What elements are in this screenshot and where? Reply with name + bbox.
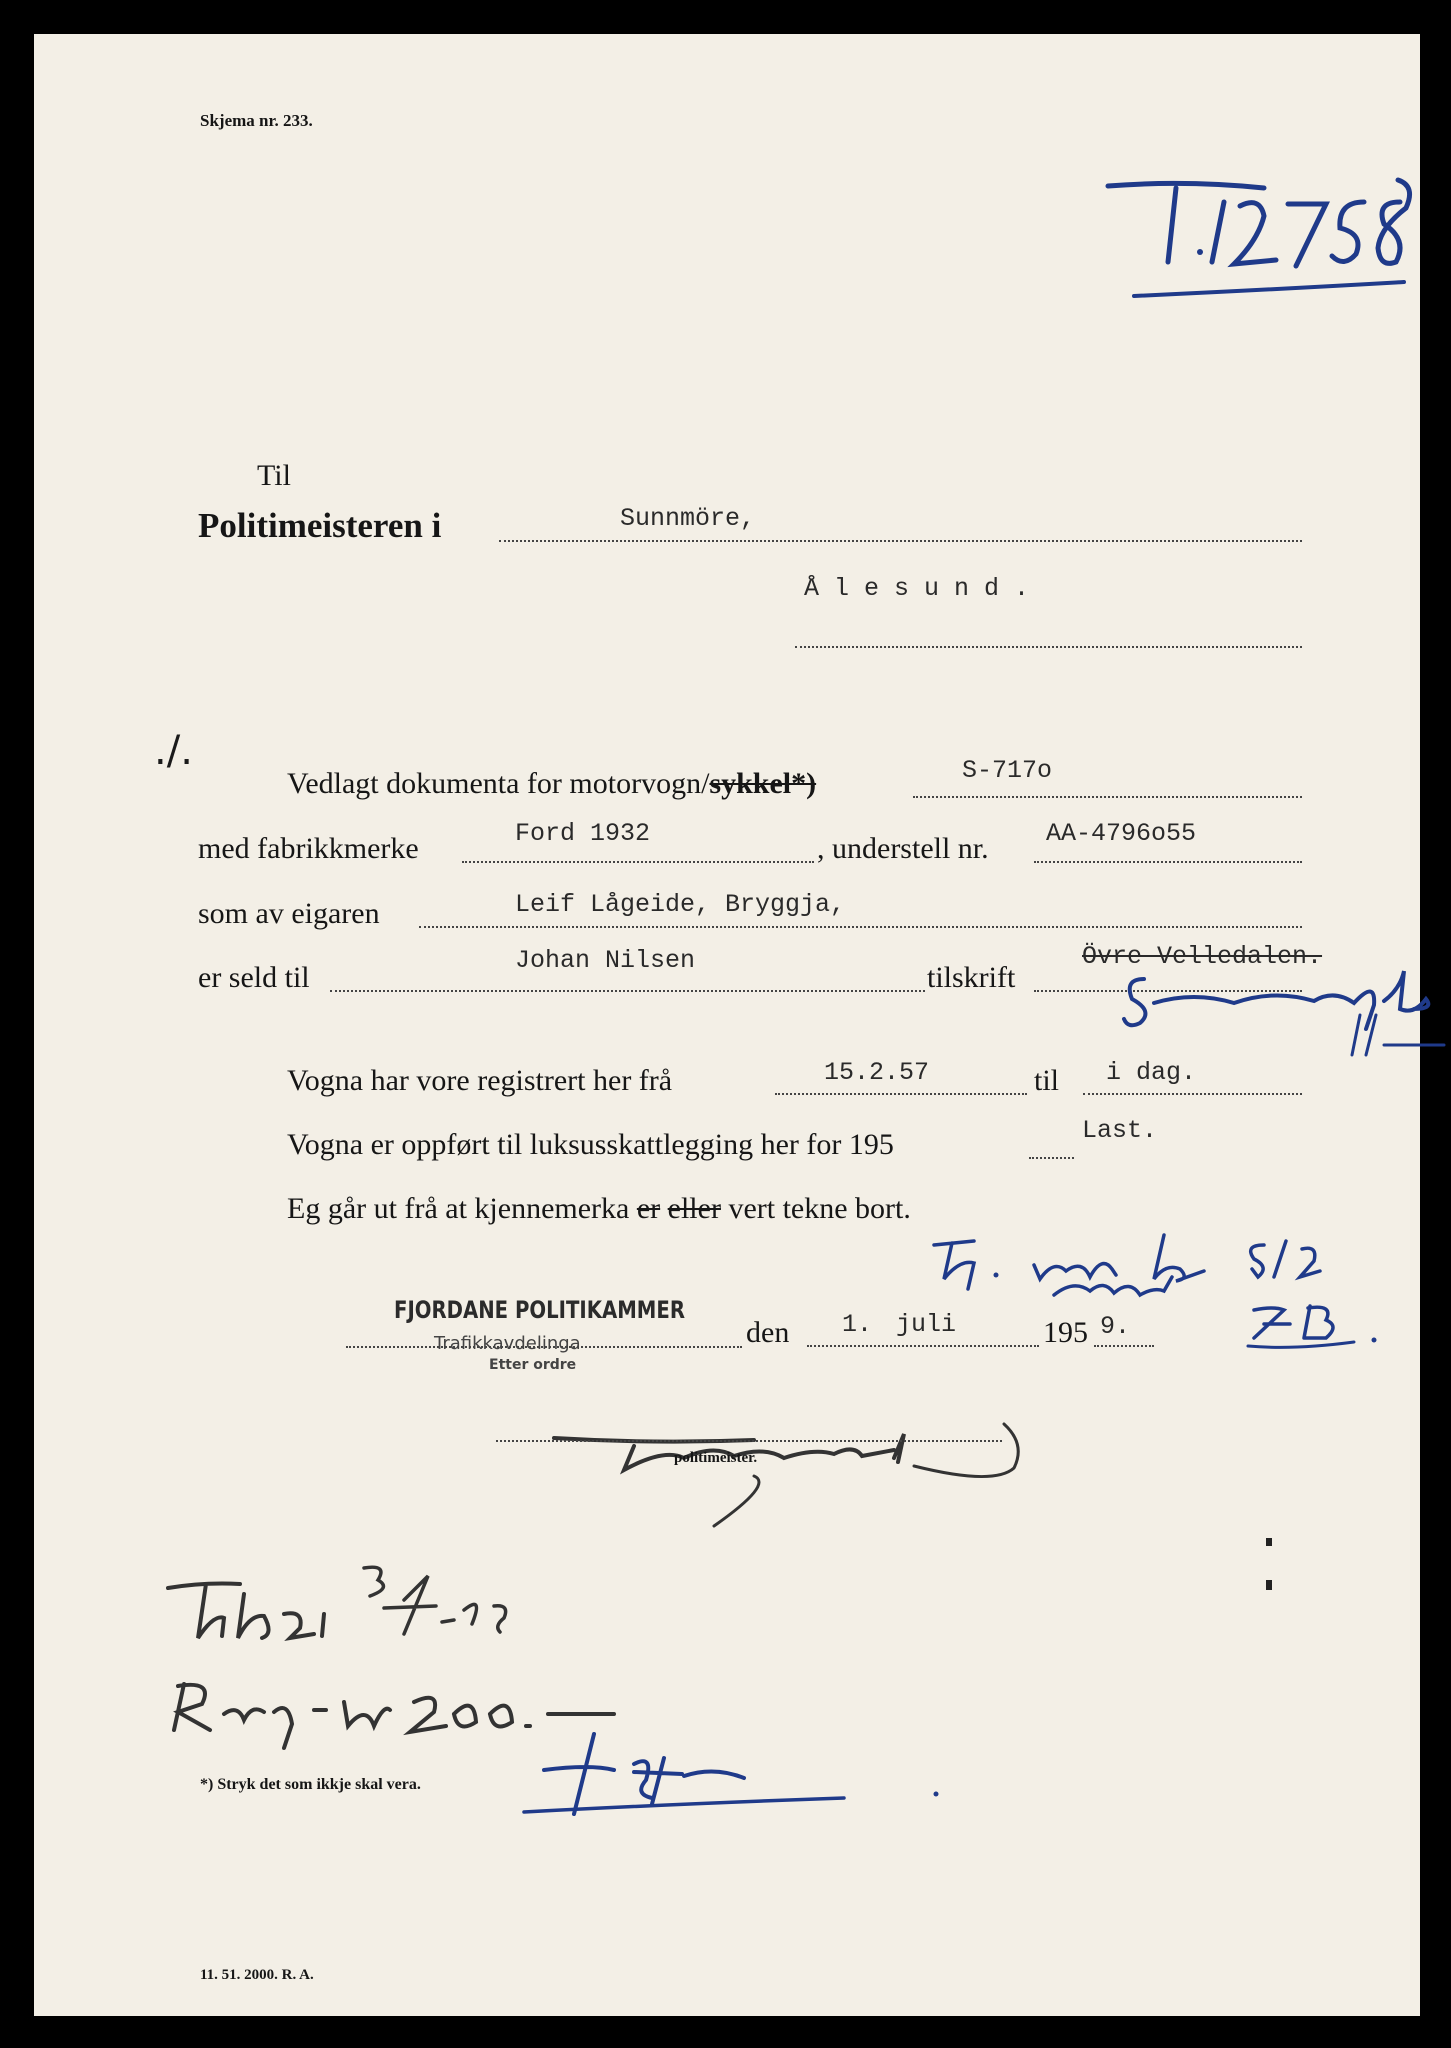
address-label: tilskrift [927, 961, 1016, 994]
buyer-value: Johan Nilsen [515, 946, 696, 975]
owner-label: som av eigaren [198, 897, 380, 930]
make-value: Ford 1932 [515, 819, 651, 848]
stamp-line-2: Trafikkavdelinga [434, 1333, 581, 1354]
plates-text-2: vert tekne bort. [728, 1192, 911, 1225]
chassis-label: , understell nr. [817, 832, 989, 865]
reg-number: S-717o [962, 756, 1053, 785]
to-word: til [1034, 1064, 1060, 1097]
docs-struck: sykkel*) [709, 767, 817, 800]
stamp-line-1: FJORDANE POLITIKAMMER [394, 1296, 685, 1324]
tax-label: Vogna er oppført til luksusskattlegging her for 195 [287, 1128, 894, 1161]
handwritten-address-correction [1114, 959, 1451, 1059]
city-value: Å l e s u n d . [804, 574, 1030, 603]
registered-to-line [1083, 1093, 1302, 1095]
print-code: 11. 51. 2000. R. A. [200, 1967, 314, 1983]
plates-struck-2: eller [667, 1192, 721, 1225]
chassis-line [1034, 861, 1302, 863]
form-number: Skjema nr. 233. [200, 111, 313, 130]
address-typed-struck: Övre Velledalen. [1082, 942, 1323, 971]
registered-label: Vogna har vore registrert her frå [287, 1064, 673, 1097]
archive-number-text: T.12758 [1064, 144, 1068, 145]
docs-label [287, 767, 816, 801]
make-label: med fabrikkmerke [198, 832, 419, 865]
date-line [807, 1345, 1039, 1347]
owner-line [419, 926, 1302, 928]
addressee-label: Politimeisteren i [198, 506, 442, 545]
signatory-title: politimeister. [674, 1450, 758, 1466]
plates-sentence [287, 1192, 911, 1226]
date-day: 1. [842, 1310, 873, 1339]
date-month: juli [896, 1310, 957, 1339]
to-label: Til [257, 459, 291, 492]
city-line [795, 646, 1302, 648]
handwritten-initials [1234, 1296, 1394, 1356]
year-line [1094, 1345, 1154, 1347]
tax-line [1029, 1157, 1074, 1159]
footnote: *) Stryk det som ikkje skal vera. [200, 1776, 421, 1793]
chassis-value: AA-4796o55 [1046, 819, 1197, 848]
registered-from-line [775, 1093, 1027, 1095]
handwritten-side-mark: ./. [154, 728, 193, 774]
district-value: Sunnmöre, [620, 504, 756, 533]
tax-value: Last. [1082, 1116, 1158, 1145]
make-line [462, 861, 814, 863]
place-line [346, 1346, 742, 1348]
registered-from-value: 15.2.57 [824, 1058, 930, 1087]
document-page [34, 34, 1420, 2016]
handwritten-archive-number [1064, 144, 1434, 314]
stamp-line-3: Etter ordre [489, 1357, 577, 1373]
owner-value: Leif Lågeide, Bryggja, [515, 890, 846, 919]
buyer-label: er seld til [198, 961, 310, 994]
handwritten-bottom-signature [514, 1724, 964, 1834]
signature-line [496, 1440, 1002, 1442]
district-line [499, 540, 1302, 542]
edge-mark [1266, 1580, 1272, 1590]
plates-text-1: Eg går ut frå at kjennemerka [287, 1192, 630, 1225]
registered-to-value: i dag. [1106, 1058, 1197, 1087]
handwritten-signature [514, 1414, 1074, 1544]
year-prefix: 195 [1043, 1316, 1088, 1349]
year-digit: 9. [1100, 1312, 1131, 1341]
edge-mark [1266, 1538, 1272, 1546]
buyer-line [330, 990, 925, 992]
date-label: den [746, 1316, 790, 1349]
plates-struck-1: er [636, 1192, 661, 1225]
reg-line [913, 796, 1302, 798]
docs-label-text: Vedlagt dokumenta for motorvogn/ [287, 767, 710, 800]
